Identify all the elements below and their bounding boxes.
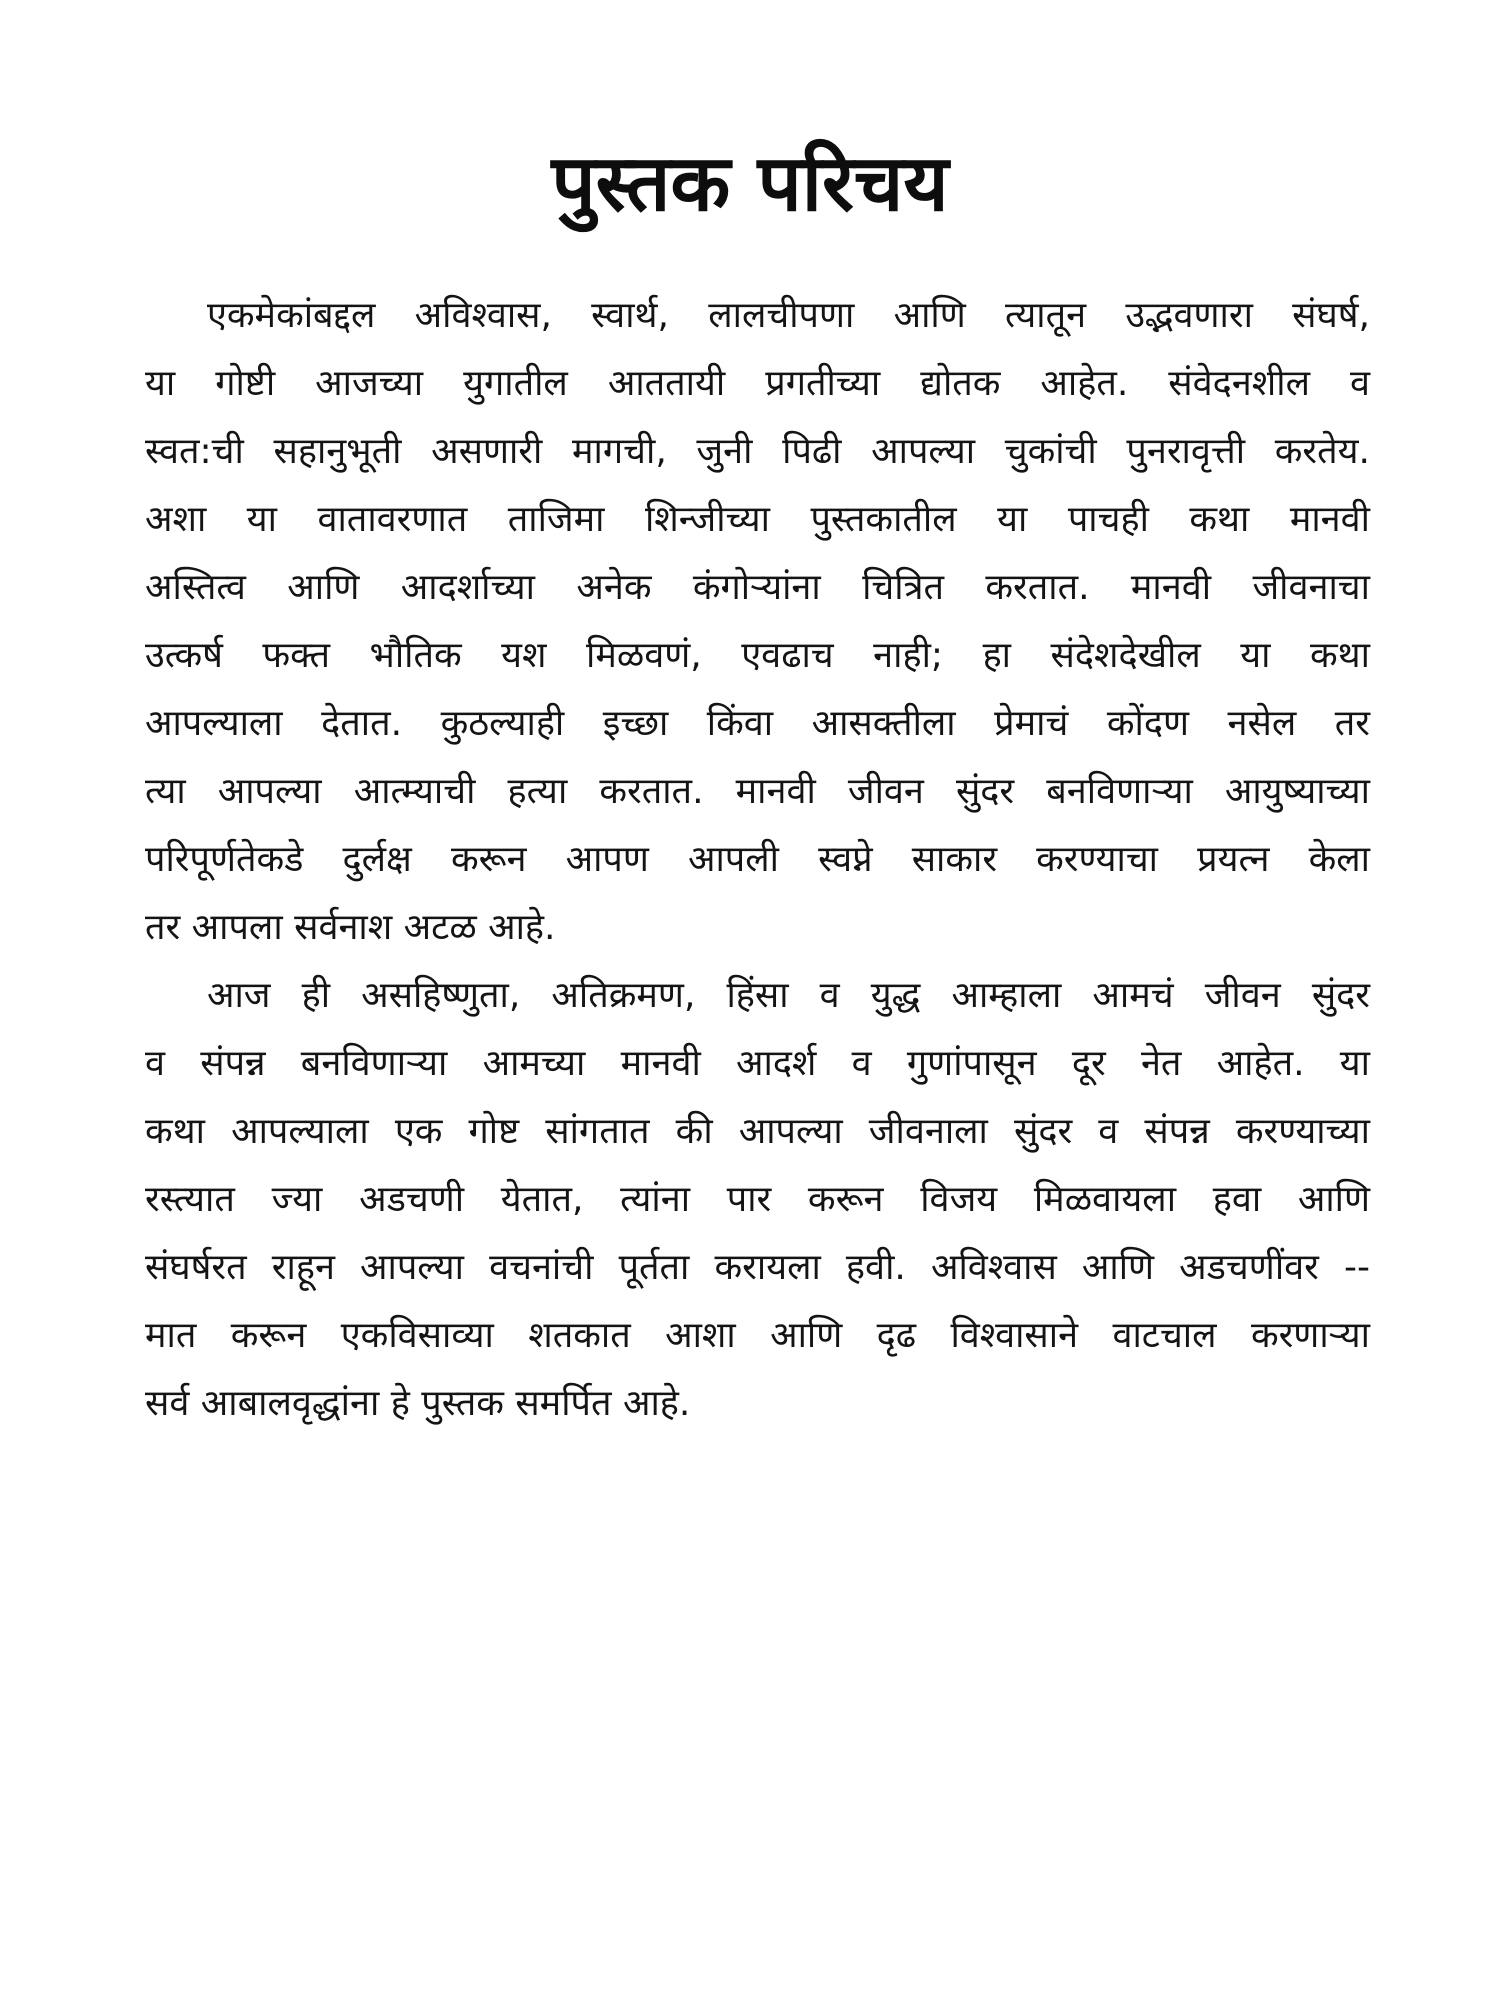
text-line: उत्कर्ष फक्त भौतिक यश मिळवणं, एवढाच नाही; हा संदेशदेखील या कथा <box>145 635 1370 676</box>
text-line: तर आपला सर्वनाश अटळ आहे. <box>145 907 556 948</box>
text-line: मात करून एकविसाव्या शतकात आशा आणि दृढ विश्वासाने वाटचाल करणाऱ्या <box>145 1315 1370 1356</box>
text-line: स्वत:ची सहानुभूती असणारी मागची, जुनी पिढी आपल्या चुकांची पुनरावृत्ती करतेय. <box>145 431 1370 472</box>
paragraph-2 <box>145 962 1370 1438</box>
text-line: आज ही असहिष्णुता, अतिक्रमण, हिंसा व युद्ध आम्हाला आमचं जीवन सुंदर <box>207 975 1370 1016</box>
text-line: व संपन्न बनविणाऱ्या आमच्या मानवी आदर्श व गुणांपासून दूर नेत आहेत. या <box>145 1043 1370 1084</box>
text-line: सर्व आबालवृद्धांना हे पुस्तक समर्पित आहे. <box>145 1383 691 1424</box>
text-line: आपल्याला देतात. कुठल्याही इच्छा किंवा आसक्तीला प्रेमाचं कोंदण नसेल तर <box>145 703 1370 744</box>
text-line: त्या आपल्या आत्म्याची हत्या करतात. मानवी जीवन सुंदर बनविणाऱ्या आयुष्याच्या <box>145 771 1370 812</box>
page-title: पुस्तक परिचय <box>551 139 949 229</box>
text-line: संघर्षरत राहून आपल्या वचनांची पूर्तता करायला हवी. अविश्वास आणि अडचणींवर -- <box>145 1247 1370 1288</box>
text-line: कथा आपल्याला एक गोष्ट सांगतात की आपल्या जीवनाला सुंदर व संपन्न करण्याच्या <box>145 1111 1370 1152</box>
paragraph-1 <box>145 282 1370 962</box>
text-line: अशा या वातावरणात ताजिमा शिन्जीच्या पुस्तकातील या पाचही कथा मानवी <box>145 499 1370 540</box>
document-body <box>145 282 1370 1438</box>
text-line: परिपूर्णतेकडे दुर्लक्ष करून आपण आपली स्वप्ने साकार करण्याचा प्रयत्न केला <box>145 839 1370 880</box>
text-line: एकमेकांबद्दल अविश्वास, स्वार्थ, लालचीपणा आणि त्यातून उद्भवणारा संघर्ष, <box>207 295 1370 336</box>
text-line: या गोष्टी आजच्या युगातील आततायी प्रगतीच्या द्योतक आहेत. संवेदनशील व <box>145 363 1370 404</box>
text-line: रस्त्यात ज्या अडचणी येतात, त्यांना पार करून विजय मिळवायला हवा आणि <box>145 1179 1370 1220</box>
text-line: अस्तित्व आणि आदर्शाच्या अनेक कंगोऱ्यांना चित्रित करतात. मानवी जीवनाचा <box>145 567 1370 608</box>
